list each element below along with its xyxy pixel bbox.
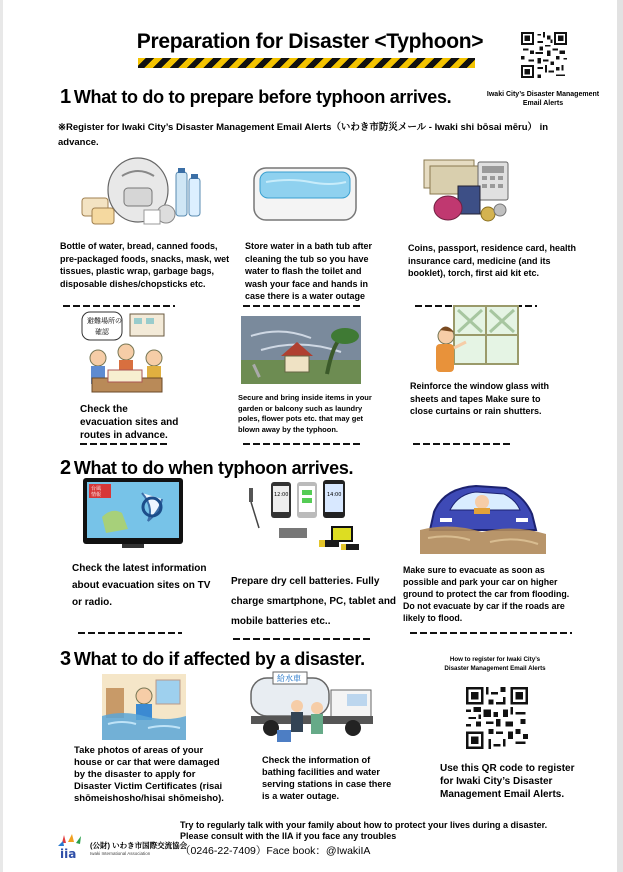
svg-text:確認: 確認 bbox=[95, 328, 109, 336]
section-3-heading: 3 What to do if affected by a disaster. bbox=[60, 648, 365, 670]
emergency-supplies-illustration bbox=[80, 148, 210, 228]
register-note: ※Register for Iwaki City’s Disaster Management Email Alerts（いわき市防災メール - Iwaki shi bōsai mēru） in advance. bbox=[58, 122, 549, 148]
water-truck-illustration bbox=[247, 668, 387, 748]
section-1-heading: 1 What to do to prepare before typhoon arrives. bbox=[60, 86, 452, 108]
qr-caption-top: Iwaki City’s Disaster Management Email Alerts bbox=[486, 91, 600, 107]
item-car-evacuate-text: Make sure to evacuate as soon as possible and park your car on higher ground to protect the car from flooding. Do not evacuate by car if the roads are likely to flood. bbox=[403, 565, 570, 623]
section-2-heading: 2 What to do when typhoon arrives. bbox=[60, 457, 354, 479]
hazard-stripe-bar bbox=[138, 58, 475, 68]
divider-dash bbox=[243, 443, 361, 445]
evacuation-check-illustration bbox=[78, 308, 174, 396]
item-evacuation-text: Check the evacuation sites and routes in advance. bbox=[80, 404, 179, 441]
page-title: Preparation for Disaster <Typhoon> bbox=[136, 30, 484, 53]
divider-dash bbox=[80, 443, 168, 445]
svg-text:台風: 台風 bbox=[91, 486, 102, 492]
item-secure-items-text: Secure and bring inside items in your garden or balcony such as laundry poles, flower pots etc. that may get blown away by the typhoon. bbox=[238, 393, 372, 434]
footer-contact: （0246-22-7409）Face book：@IwakiIA bbox=[180, 845, 371, 857]
item-damage-photos-text: Take photos of areas of your house or car that were damaged by the disaster to apply for Disaster Victim Certificates (risai shōmeishosho/hisai shōmeisho). bbox=[74, 745, 224, 804]
qr-caption-bottom: How to register for Iwaki City’s Disaster Management Email Alerts bbox=[444, 656, 546, 672]
svg-text:情報: 情報 bbox=[91, 492, 102, 498]
flooded-room-illustration bbox=[102, 674, 186, 740]
item-bathtub-text: Store water in a bath tub after cleaning the tub so you have water to flash the toilet and wash your face and hands in case there is a water outage bbox=[245, 241, 373, 301]
qr-code-bottom[interactable] bbox=[466, 687, 528, 749]
item-window-text: Reinforce the window glass with sheets and tapes Make sure to close curtains or rain shutters. bbox=[410, 381, 550, 416]
iia-logo bbox=[58, 833, 88, 861]
page-left-edge bbox=[0, 0, 3, 872]
svg-text:給水車: 給水車 bbox=[277, 674, 301, 683]
batteries-phones-illustration bbox=[245, 478, 363, 552]
window-reinforce-illustration bbox=[430, 302, 522, 376]
item-qr-register-text: Use this QR code to register for Iwaki City’s Disaster Management Email Alerts. bbox=[440, 763, 575, 800]
valuables-illustration bbox=[418, 156, 518, 230]
item-tv-info-text: Check the latest information about evacuation sites on TV or radio. bbox=[72, 563, 211, 608]
item-batteries-text: Prepare dry cell batteries. Fully charge smartphone, PC, tablet and mobile batteries etc.. bbox=[231, 576, 397, 627]
svg-text:iia: iia bbox=[60, 847, 77, 861]
item-valuables-text: Coins, passport, residence card, health insurance card, medicine (and its booklet), torch, first aid kit etc. bbox=[408, 243, 577, 278]
qr-code-top[interactable] bbox=[521, 32, 567, 78]
tv-typhoon-news-illustration bbox=[82, 477, 184, 549]
divider-dash bbox=[78, 632, 182, 634]
divider-dash bbox=[63, 305, 175, 307]
item-bathing-water-text: Check the information of bathing facilities and water serving stations in case there is a water outage. bbox=[262, 755, 392, 801]
org-subtitle: Iwaki International Association bbox=[90, 851, 151, 856]
svg-text:避難場所の: 避難場所の bbox=[87, 317, 122, 325]
page-right-edge bbox=[617, 0, 623, 872]
car-flood-illustration bbox=[420, 478, 546, 554]
divider-dash bbox=[233, 638, 373, 640]
item-supplies-text: Bottle of water, bread, canned foods, pre-packaged foods, snacks, mask, wet tissues, plastic wrap, garbage bags, disposable dishes/chopsticks etc. bbox=[60, 241, 230, 289]
divider-dash bbox=[243, 305, 361, 307]
bathtub-illustration bbox=[250, 160, 360, 224]
footer-advice: Try to regularly talk with your family about how to protect your lives during a disaster. Please consult with the IIA if you face any troubles bbox=[180, 820, 548, 841]
divider-dash bbox=[410, 632, 572, 634]
svg-text:14:00: 14:00 bbox=[327, 492, 342, 498]
org-name: (公財) いわき市国際交流協会 bbox=[90, 841, 188, 850]
svg-text:12:00: 12:00 bbox=[274, 492, 289, 498]
typhoon-house-illustration bbox=[241, 316, 361, 384]
divider-dash bbox=[413, 443, 513, 445]
